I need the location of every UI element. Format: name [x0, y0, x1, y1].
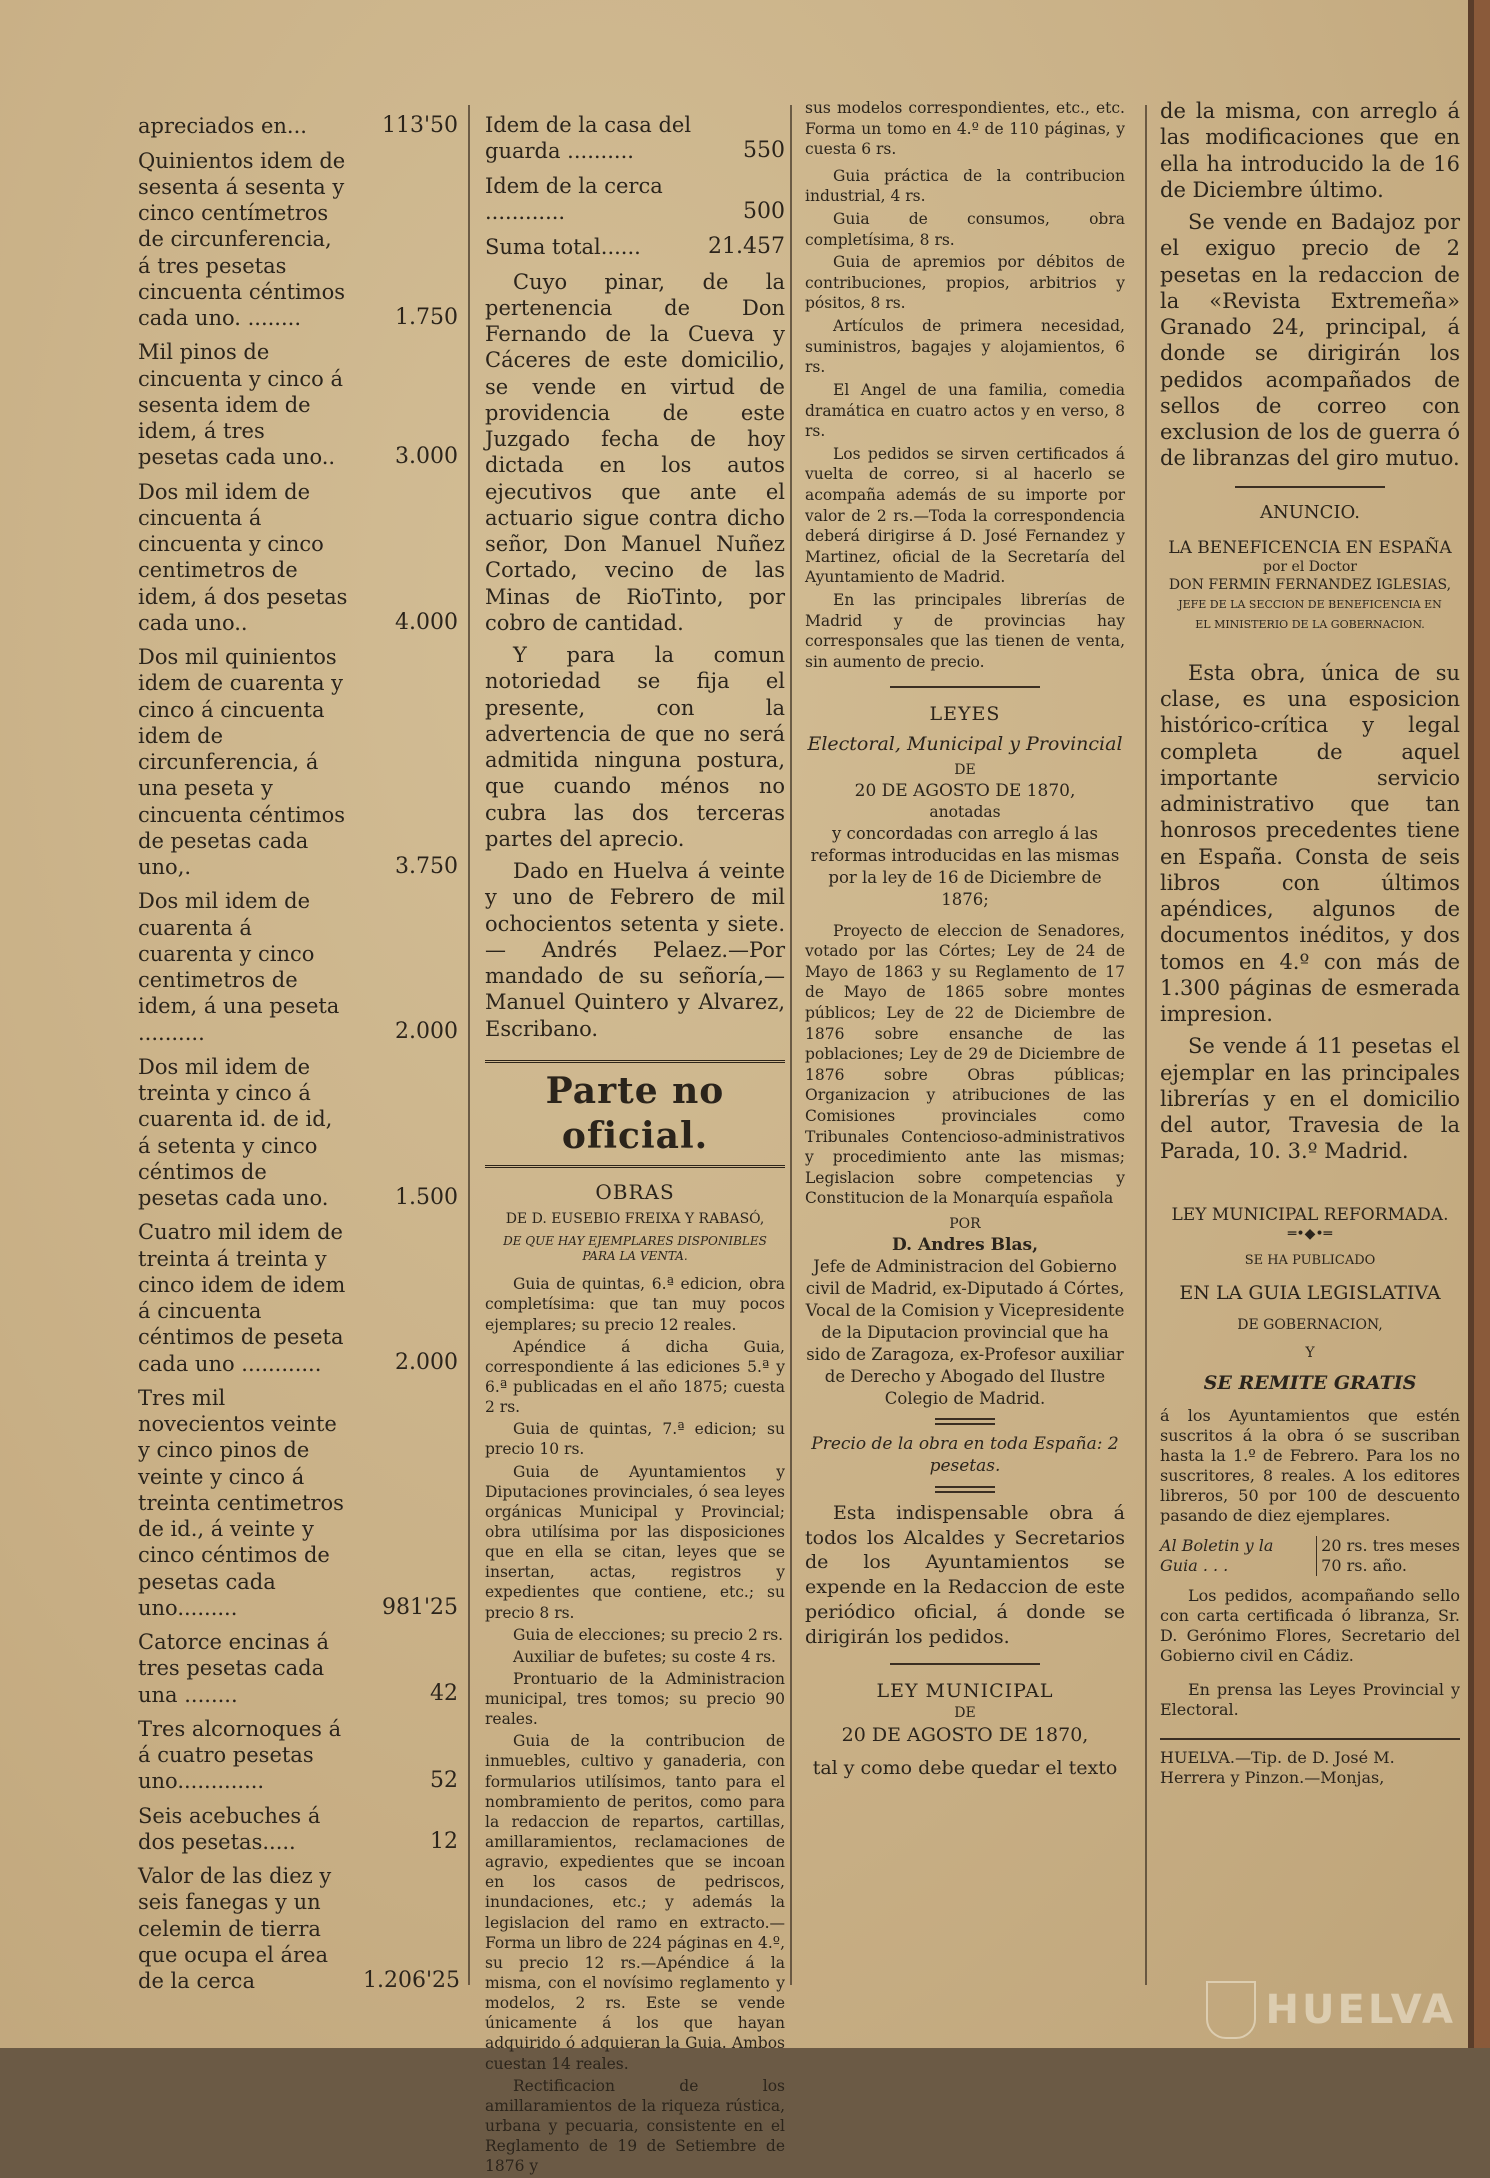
- total-row: [485, 233, 785, 261]
- valuation-amount: 4.000: [395, 609, 458, 635]
- publicado: SE HA PUBLICADO: [1244, 1253, 1376, 1269]
- valuation-description: Seis acebuches á dos pesetas.....: [138, 1803, 321, 1854]
- valuation-description: Dos mil quinientos idem de cuarenta y cinco á cincuenta idem de circunferencia, á una peseta y cincuenta céntimos de pesetas cada uno,.: [138, 645, 346, 879]
- ayuntamientos-note: á los Ayuntamientos que estén suscritos á la obra ó se suscriban hasta la 1.º de Febrero. Para los no suscritores, 8 reales. A los editores libreros, 50 por 100 de descuento pasando de diez ejemplares.: [1160, 1406, 1460, 1525]
- publication-item: En las principales librerías de Madrid y de provincias hay corresponsales que las tienen de venta, sin aumento de precio.: [805, 591, 1125, 671]
- watermark-label: HUELVA: [1265, 1987, 1456, 2033]
- column-2: [485, 112, 785, 2178]
- beneficencia-role: EL MINISTERIO DE LA GOBERNACION.: [1195, 618, 1425, 631]
- column-3: [805, 98, 1125, 1782]
- valuation-amount: 1.500: [395, 1184, 458, 1210]
- imprint: HUELVA.—Tip. de D. José M. Herrera y Pinzon.—Monjas,: [1160, 1738, 1460, 1788]
- valuation-row: [138, 888, 458, 1046]
- anuncio-title: ANUNCIO.: [1260, 501, 1360, 523]
- column-rule: [790, 105, 792, 1985]
- sale-notice: Cuyo pinar, de la pertenencia de Don Fernando de la Cueva y Cáceres de este domicilio, se vende en virtud de providencia de este Juzgado fecha de hoy dictada en los autos ejecutivos que ante el actuario sigue contra dicho señor, Don Manuel Nuñez Cortado, vecino de las Minas de RioTinto, por cobro de cantidad.: [485, 269, 785, 635]
- column-1-valuation-list: [138, 112, 461, 2002]
- valuation-description: Dos mil idem de treinta y cinco á cuarenta id. de id, á setenta y cinco céntimos de pesetas cada uno.: [138, 1054, 333, 1210]
- crest-icon: [1206, 1981, 1256, 2039]
- por-label: POR: [949, 1216, 981, 1233]
- publication-item: Guia de apremios por débitos de contribuciones, propios, arbitrios y pósitos, 8 rs.: [805, 253, 1125, 313]
- divider: [890, 1663, 1040, 1665]
- valuation-row: [138, 1803, 458, 1856]
- publication-item: Guia de Ayuntamientos y Diputaciones provinciales, ó sea leyes orgánicas Municipal y Provincial; obra utilísima por las disposiciones que en ella se citan, leyes que se insertan, actas, registros y expedientes que contiene, etc.; su precio 8 rs.: [485, 1462, 785, 1622]
- valuation-amount: 12: [430, 1828, 458, 1854]
- obras-author: DE D. EUSEBIO FREIXA Y RABASÓ,: [505, 1210, 765, 1227]
- section-header: [485, 1060, 785, 1168]
- valuation-row: [138, 644, 458, 880]
- signature-line: Dado en Huelva á veinte y uno de Febrero de mil ochocientos setenta y siete.— Andrés Pelaez.—Por mandado de su señoría,—Manuel Quintero y Alvarez, Escribano.: [485, 859, 785, 1041]
- valuation-description: Mil pinos de cincuenta y cinco á sesenta idem de idem, á tres pesetas cada uno..: [138, 340, 344, 470]
- ley-municipal-title: LEY MUNICIPAL: [876, 1680, 1054, 1703]
- valuation-amount: 550: [743, 138, 785, 163]
- guia-legislativa: EN LA GUIA LEGISLATIVA: [1179, 1281, 1441, 1304]
- valuation-amount: 500: [743, 198, 785, 224]
- y-label: Y: [1305, 1344, 1315, 1361]
- leyes-subtitle: Electoral, Municipal y Provincial: [807, 732, 1123, 755]
- valuation-description: Dos mil idem de cuarenta á cuarenta y cinco centimetros de idem, á una peseta ..........: [138, 889, 340, 1045]
- ley-de: DE: [954, 1705, 976, 1722]
- valuation-row: [138, 1716, 458, 1795]
- valuation-row: [485, 112, 785, 165]
- valuation-description: Tres alcornoques á á cuatro pesetas uno.............: [138, 1716, 342, 1794]
- valuation-amount: 2.000: [395, 1019, 458, 1045]
- rate-quarter: 20 rs. tres meses: [1321, 1536, 1460, 1555]
- valuation-row: [138, 1054, 458, 1212]
- remite-gratis: SE REMITE GRATIS: [1203, 1372, 1417, 1395]
- publication-item: Guia de consumos, obra completísima, 8 rs.: [805, 210, 1125, 249]
- ornament: ═•◆•═: [1287, 1225, 1333, 1242]
- divider: [890, 686, 1040, 688]
- divider: [935, 1418, 995, 1425]
- publication-item: El Angel de una familia, comedia dramática en cuatro actos y en verso, 8 rs.: [805, 380, 1125, 441]
- leyes-body: Proyecto de eleccion de Senadores, votado por las Córtes; Ley de 24 de Mayo de 1863 y su Reglamento de 17 de Mayo de 1865 sobre montes públicos; Ley de 22 de Diciembre de 1876 sobre ensanche de las poblaciones; Ley de 29 de Diciembre de 1876 sobre Obras públicas; Organizacion y atribuciones de las Comisiones provinciales como Tribunales Contencioso-administrativos y procedimiento ante las mismas; Legislacion sobre competencias y Constitucion de la Monarquía española: [805, 921, 1125, 1208]
- sale-note: Esta indispensable obra á todos los Alcaldes y Secretarios de los Ayuntamientos se expende en la Redaccion de este periódico oficial, á donde se dirigirán los pedidos.: [805, 1502, 1125, 1648]
- beneficencia-body: Esta obra, única de su clase, es una esposicion histórico-crítica y legal completa de aquel importante servicio administrativo que tan honrosos precedentes tiene en España. Consta de seis libros con últimos apéndices, algunos de documentos inéditos, y dos tomos en 4.º con más de 1.300 páginas de esmerada impresion.: [1160, 660, 1460, 1026]
- valuation-amount: 2.000: [395, 1350, 458, 1376]
- column-rule: [468, 105, 470, 1985]
- publication-item: Prontuario de la Administracion municipal, tres tomos; su precio 90 reales.: [485, 1669, 785, 1729]
- author-titles: Jefe de Administracion del Gobierno civil de Madrid, ex-Diputado á Córtes, Vocal de la Comision y Vicepresidente de la Diputacion provincial que ha sido de Zaragoza, ex-Profesor auxiliar de Derecho y Abogado del Ilustre Colegio de Madrid.: [805, 1257, 1125, 1408]
- column-rule: [1145, 105, 1147, 1985]
- valuation-amount: 52: [430, 1768, 458, 1793]
- public-notice: Y para la comun notoriedad se fija el presente, con la advertencia de que no será admitida ninguna postura, que cuando ménos no cubra las dos terceras partes del aprecio.: [485, 643, 785, 851]
- obras-list: [485, 1274, 785, 2176]
- obras-subtitle: DE QUE HAY EJEMPLARES DISPONIBLES PARA LA VENTA.: [503, 1234, 767, 1264]
- valuation-description: Quinientos idem de sesenta á sesenta y cinco centímetros de circunferencia, á tres pesetas cincuenta céntimos cada uno. ........: [138, 148, 346, 330]
- valuation-row: [138, 1863, 461, 1994]
- pedidos-note: Los pedidos, acompañando sello con carta certificada ó libranza, Sr. D. Gerónimo Flores, Secretario del Gobierno civil en Cádiz.: [1160, 1586, 1460, 1665]
- valuation-amount: 1.750: [395, 304, 458, 330]
- boletin-label: Al Boletin y la Guia . . .: [1160, 1536, 1274, 1575]
- divider: [1235, 486, 1385, 488]
- valuation-row: [138, 1219, 458, 1377]
- beneficencia-role: JEFE DE LA SECCION DE BENEFICENCIA EN: [1178, 598, 1442, 612]
- valuation-description: Tres mil novecientos veinte y cinco pinos de veinte y cinco á treinta centimetros de id., á veinte y cinco céntimos de pesetas cada uno.........: [138, 1385, 344, 1620]
- leyes-date: 20 DE AGOSTO DE 1870,: [854, 780, 1076, 801]
- valuation-amount: 981'25: [381, 1594, 458, 1620]
- archive-watermark: [1156, 1980, 1456, 2040]
- column-4: [1160, 98, 1460, 1788]
- valuation-description: Dos mil idem de cincuenta á cincuenta y cinco centimetros de idem, á dos pesetas cada uno..: [138, 479, 348, 635]
- beneficencia-por: por el Doctor: [1263, 559, 1357, 576]
- leyes-continuation: de la misma, con arreglo á las modificaciones que en ella ha introducido la de 16 de Diciembre último.: [1160, 99, 1460, 202]
- valuation-description: Cuatro mil idem de treinta á treinta y cinco idem de idem á cincuenta céntimos de peseta cada uno ............: [138, 1220, 346, 1376]
- publication-item: Guia de quintas, 7.ª edicion; su precio 10 rs.: [485, 1420, 785, 1459]
- publication-item: Guia de quintas, 6.ª edicion, obra completísima: que tan muy pocos ejemplares; su precio 12 reales.: [485, 1275, 785, 1334]
- ley-reformada-title: LEY MUNICIPAL REFORMADA.: [1171, 1204, 1449, 1225]
- publication-item: Rectificacion de los amillaramientos de la riqueza rústica, urbana y pecuaria, consistente en el Reglamento de 19 de Setiembre de 1876 y: [485, 2076, 785, 2176]
- leyes-concordadas: y concordadas con arreglo á las reformas introducidas en las mismas por la ley de 16 de Diciembre de 1876;: [810, 823, 1120, 909]
- leyes-anotadas: anotadas: [929, 803, 1001, 822]
- beneficencia-title: LA BENEFICENCIA EN ESPAÑA: [1168, 538, 1452, 558]
- valuation-description: apreciados en...: [138, 114, 307, 139]
- valuation-amount: 3.750: [395, 853, 458, 879]
- valuation-amount: 42: [430, 1681, 458, 1707]
- publication-item: Guia de elecciones; su precio 2 rs.: [513, 1625, 784, 1644]
- price-note: Precio de la obra en toda España: 2 pesetas.: [811, 1433, 1119, 1477]
- publication-item: Los pedidos se sirven certificados á vuelta de correo, si al hacerlo se acompaña además de su importe por valor de 2 rs.—Toda la correspondencia deberá dirigirse á D. José Fernandez y Martinez, oficial de la Secretaría del Ayuntamiento de Madrid.: [805, 444, 1125, 587]
- publication-item: Guia de la contribucion de inmuebles, cultivo y ganaderia, con formularios utilísimos, tanto para el nombramiento de peritos, como para la redaccion de repartos, cartillas, amillaramientos, reclamaciones de agravio, expedientes que se incoan en los casos de pedriscos, inundaciones, etc.; y además la legislacion del ramo en extracto.—Forma un libro de 224 páginas en 4.º, su precio 12 rs.—Apéndice á la misma, con el novísimo reglamento y modelos, 2 rs. Este se vende únicamente á los que hayan adquirido ó adquieran la Guia. Ambos cuestan 14 reales.: [485, 1732, 785, 2073]
- subscription-rates: [1160, 1536, 1460, 1576]
- leyes-de: DE: [954, 761, 976, 778]
- publication-item: Guia práctica de la contribucion industrial, 4 rs.: [805, 166, 1125, 206]
- publication-item: Apéndice á dicha Guia, correspondiente á las ediciones 5.ª y 6.ª publicadas en el año 1875; cuesta 2 rs.: [485, 1337, 785, 1417]
- leyes-title: LEYES: [929, 703, 1001, 726]
- rate-year: 70 rs. año.: [1321, 1556, 1407, 1575]
- beneficencia-sale: Se vende á 11 pesetas el ejemplar en las principales librerías y en el domicilio del autor, Travesia de la Parada, 10. 3.º Madrid.: [1160, 1034, 1460, 1164]
- section-title: Parte no oficial.: [545, 1069, 725, 1157]
- prensa-note: En prensa las Leyes Provincial y Electoral.: [1160, 1680, 1460, 1719]
- ley-tail: tal y como debe quedar el texto: [812, 1757, 1118, 1780]
- valuation-row: [138, 479, 458, 637]
- obras-title: OBRAS: [595, 1179, 675, 1204]
- valuation-amount: 113'50: [381, 113, 458, 138]
- valuation-row: [138, 148, 458, 332]
- list-continuation: sus modelos correspondientes, etc., etc. Forma un tomo en 4.º de 110 páginas, y cuesta 6 rs.: [805, 99, 1125, 159]
- publication-item: Auxiliar de bufetes; su coste 4 rs.: [513, 1647, 776, 1666]
- valuation-amount: 3.000: [395, 444, 458, 469]
- gobernacion: DE GOBERNACION,: [1237, 1317, 1383, 1334]
- valuation-description: Valor de las diez y seis fanegas y un celemin de tierra que ocupa el área de la cerca: [138, 1864, 332, 1993]
- author-name: D. Andres Blas,: [891, 1234, 1038, 1255]
- total-label: Suma total......: [485, 235, 641, 260]
- beneficencia-author: DON FERMIN FERNANDEZ IGLESIAS,: [1168, 576, 1452, 593]
- valuation-row: [138, 339, 458, 470]
- ley-date: 20 DE AGOSTO DE 1870,: [841, 1724, 1089, 1747]
- publication-item: Artículos de primera necesidad, suministros, bagajes y alojamientos, 6 rs.: [805, 317, 1125, 377]
- divider: [935, 1486, 995, 1493]
- valuation-row: [138, 112, 458, 140]
- total-value: 21.457: [708, 234, 785, 259]
- valuation-description: Idem de la casa del guarda ..........: [485, 113, 692, 164]
- badajoz-sale: Se vende en Badajoz por el exiguo precio de 2 pesetas en la redaccion de la «Revista Extremeña» Granado 24, principal, á donde se dirigirán los pedidos acompañados de sellos de correo con exclusion de los de guerra ó de libranzas del giro mutuo.: [1160, 210, 1460, 471]
- valuation-description: Catorce encinas á tres pesetas cada una ........: [138, 1630, 330, 1707]
- valuation-row: [485, 173, 785, 226]
- valuation-description: Idem de la cerca ............: [485, 173, 663, 224]
- rates: [1316, 1536, 1460, 1576]
- valuation-amount: 1.206'25: [363, 1967, 461, 1993]
- valuation-row: [138, 1629, 458, 1708]
- page-edge: [1474, 0, 1490, 2048]
- valuation-row: [138, 1385, 458, 1621]
